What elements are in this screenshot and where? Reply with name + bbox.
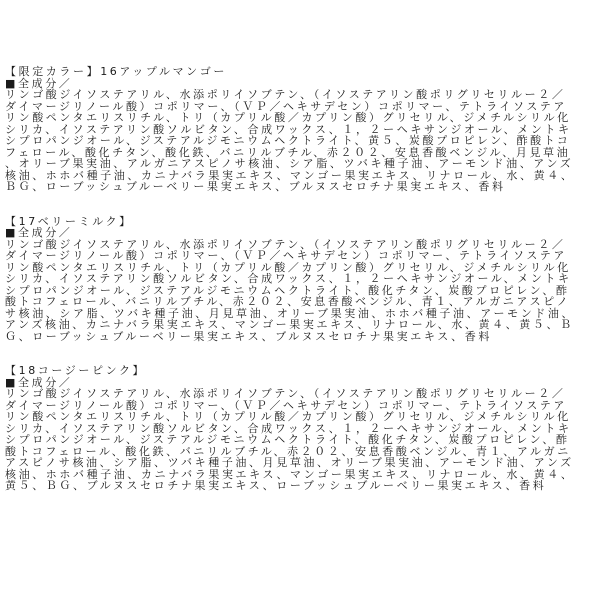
ingredient-section-berry-milk	[5, 216, 598, 343]
color-name-heading: 【18コージーピンク】	[5, 364, 147, 377]
ingredient-line: ダイマージリノール酸）コポリマー、（ＶＰ／ヘキサデセン）コポリマー、テトライソステア	[5, 249, 567, 262]
ingredient-line: リンゴ酸ジイソステアリル、水添ポリイソブテン、（イソステアリン酸ポリグリセリルー２／	[5, 387, 566, 400]
ingredient-line: シリカ、イソステアリン酸ソルビタン、合成ワックス、１，２ーヘキサンジオール、メントキ	[5, 122, 572, 136]
ingredient-line: ＢＧ、ローブッシュブルーベリー果実エキス、ブルヌスセロチナ果実エキス、香料	[5, 180, 506, 193]
ingredient-line: シリカ、イソステアリン酸ソルビタン、合成ワックス、１，２ーヘキサンジオール、メントキ	[5, 272, 572, 285]
ingredient-line: ダイマージリノール酸）コポリマー、（ＶＰ／ヘキサデセン）コポリマー、テトライソステア	[5, 99, 567, 113]
ingredient-line: リン酸ペンタエリスリチル、トリ（カプリル酸／カプリン酸）グリセリル、ジメチルシリル化	[5, 410, 571, 423]
ingredient-line: シプロパンジオール、ジステアルジモニウムヘクトライト、黄５、炭酸プロピレン、酢酸トコ	[5, 134, 571, 147]
ingredient-line: リン酸ペンタエリスリチル、トリ（カプリル酸／カプリン酸）グリセリル、ジメチルシリル化	[5, 260, 571, 274]
color-name-heading: 【限定カラー】16アップルマンゴー	[5, 65, 227, 78]
ingredient-line: アスピノサ核油、シア脂、ツバキ種子油、月見草油、オリーブ果実油、アーモンド油、アンズ	[5, 456, 574, 469]
ingredient-line: シリカ、イソステアリン酸ソルビタン、合成ワックス、１，２ーヘキサンジオール、メントキ	[5, 421, 572, 435]
ingredient-line: リンゴ酸ジイソステアリル、水添ポリイソブテン、（イソステアリン酸ポリグリセリルー２／	[5, 237, 566, 251]
ingredient-line: サ核油、シア脂、ツバキ種子油、月見草油、オリーブ果実油、ホホバ種子油、アーモンド油、	[5, 306, 576, 320]
ingredient-line: フェロール、酸化チタン、酸化鉄、バニリルブチル、赤２０２、安息香酸ベンジル、月見草油	[5, 145, 571, 159]
all-ingredients-label: ■全成分／	[5, 76, 73, 90]
ingredient-line: 黄５、ＢＧ、ブルヌスセロチナ果実エキス、ローブッシュブルーベリー果実エキス、香料	[5, 479, 547, 492]
ingredient-line: 酸トコフェロール、酸化鉄、バニリルブチル、赤２０２、安息香酸ベンジル、青１、アルガニ	[5, 444, 571, 458]
ingredient-line: リン酸ペンタエリスリチル、トリ（カプリル酸／カプリン酸）グリセリル、ジメチルシリル化	[5, 111, 571, 124]
ingredient-line: アンズ核油、カニナバラ果実エキス、マンゴー果実エキス、リナロール、水、黄４、黄５、Ｂ	[5, 318, 574, 331]
ingredient-line: 酸トコフェロール、バニリルブチル、赤２０２、安息香酸ベンジル、青１、アルガニアスピノ	[5, 295, 571, 308]
ingredient-line: シプロパンジオール、ジステアルジモニウムヘクトライト、酸化チタン、炭酸プロピレン、酢	[5, 283, 570, 297]
all-ingredients-label: ■全成分／	[5, 375, 73, 389]
all-ingredients-label: ■全成分／	[5, 226, 73, 239]
ingredient-line: リンゴ酸ジイソステアリル、水添ポリイソブテン、（イソステアリン酸ポリグリセリルー２／	[5, 88, 566, 101]
ingredient-line: 核油、ホホバ種子油、カニナバラ果実エキス、マンゴー果実エキス、リナロール、水、黄４、	[5, 467, 575, 481]
ingredient-line: ダイマージリノール酸）コポリマー、（ＶＰ／ヘキサデセン）コポリマー、テトライソステア	[5, 398, 567, 412]
ingredient-section-cozy-pink	[5, 365, 598, 492]
ingredient-line: シプロパンジオール、ジステアルジモニウムヘクトライト、酸化チタン、炭酸プロピレン、酢	[5, 433, 570, 446]
ingredient-section-apple-mango	[5, 66, 598, 193]
ingredient-line: 、オリーブ果実油、アルガニアスピノサ核油、シア脂、ツバキ種子油、アーモンド油、アンズ	[5, 157, 574, 170]
color-name-heading: 【17ベリーミルク】	[5, 214, 133, 228]
ingredient-line: 核油、ホホバ種子油、カニナバラ果実エキス、マンゴー果実エキス、リナロール、水、黄４、	[5, 168, 575, 182]
ingredient-line: Ｇ、ローブッシュブルーベリー果実エキス、ブルヌスセロチナ果実エキス、香料	[5, 329, 492, 343]
